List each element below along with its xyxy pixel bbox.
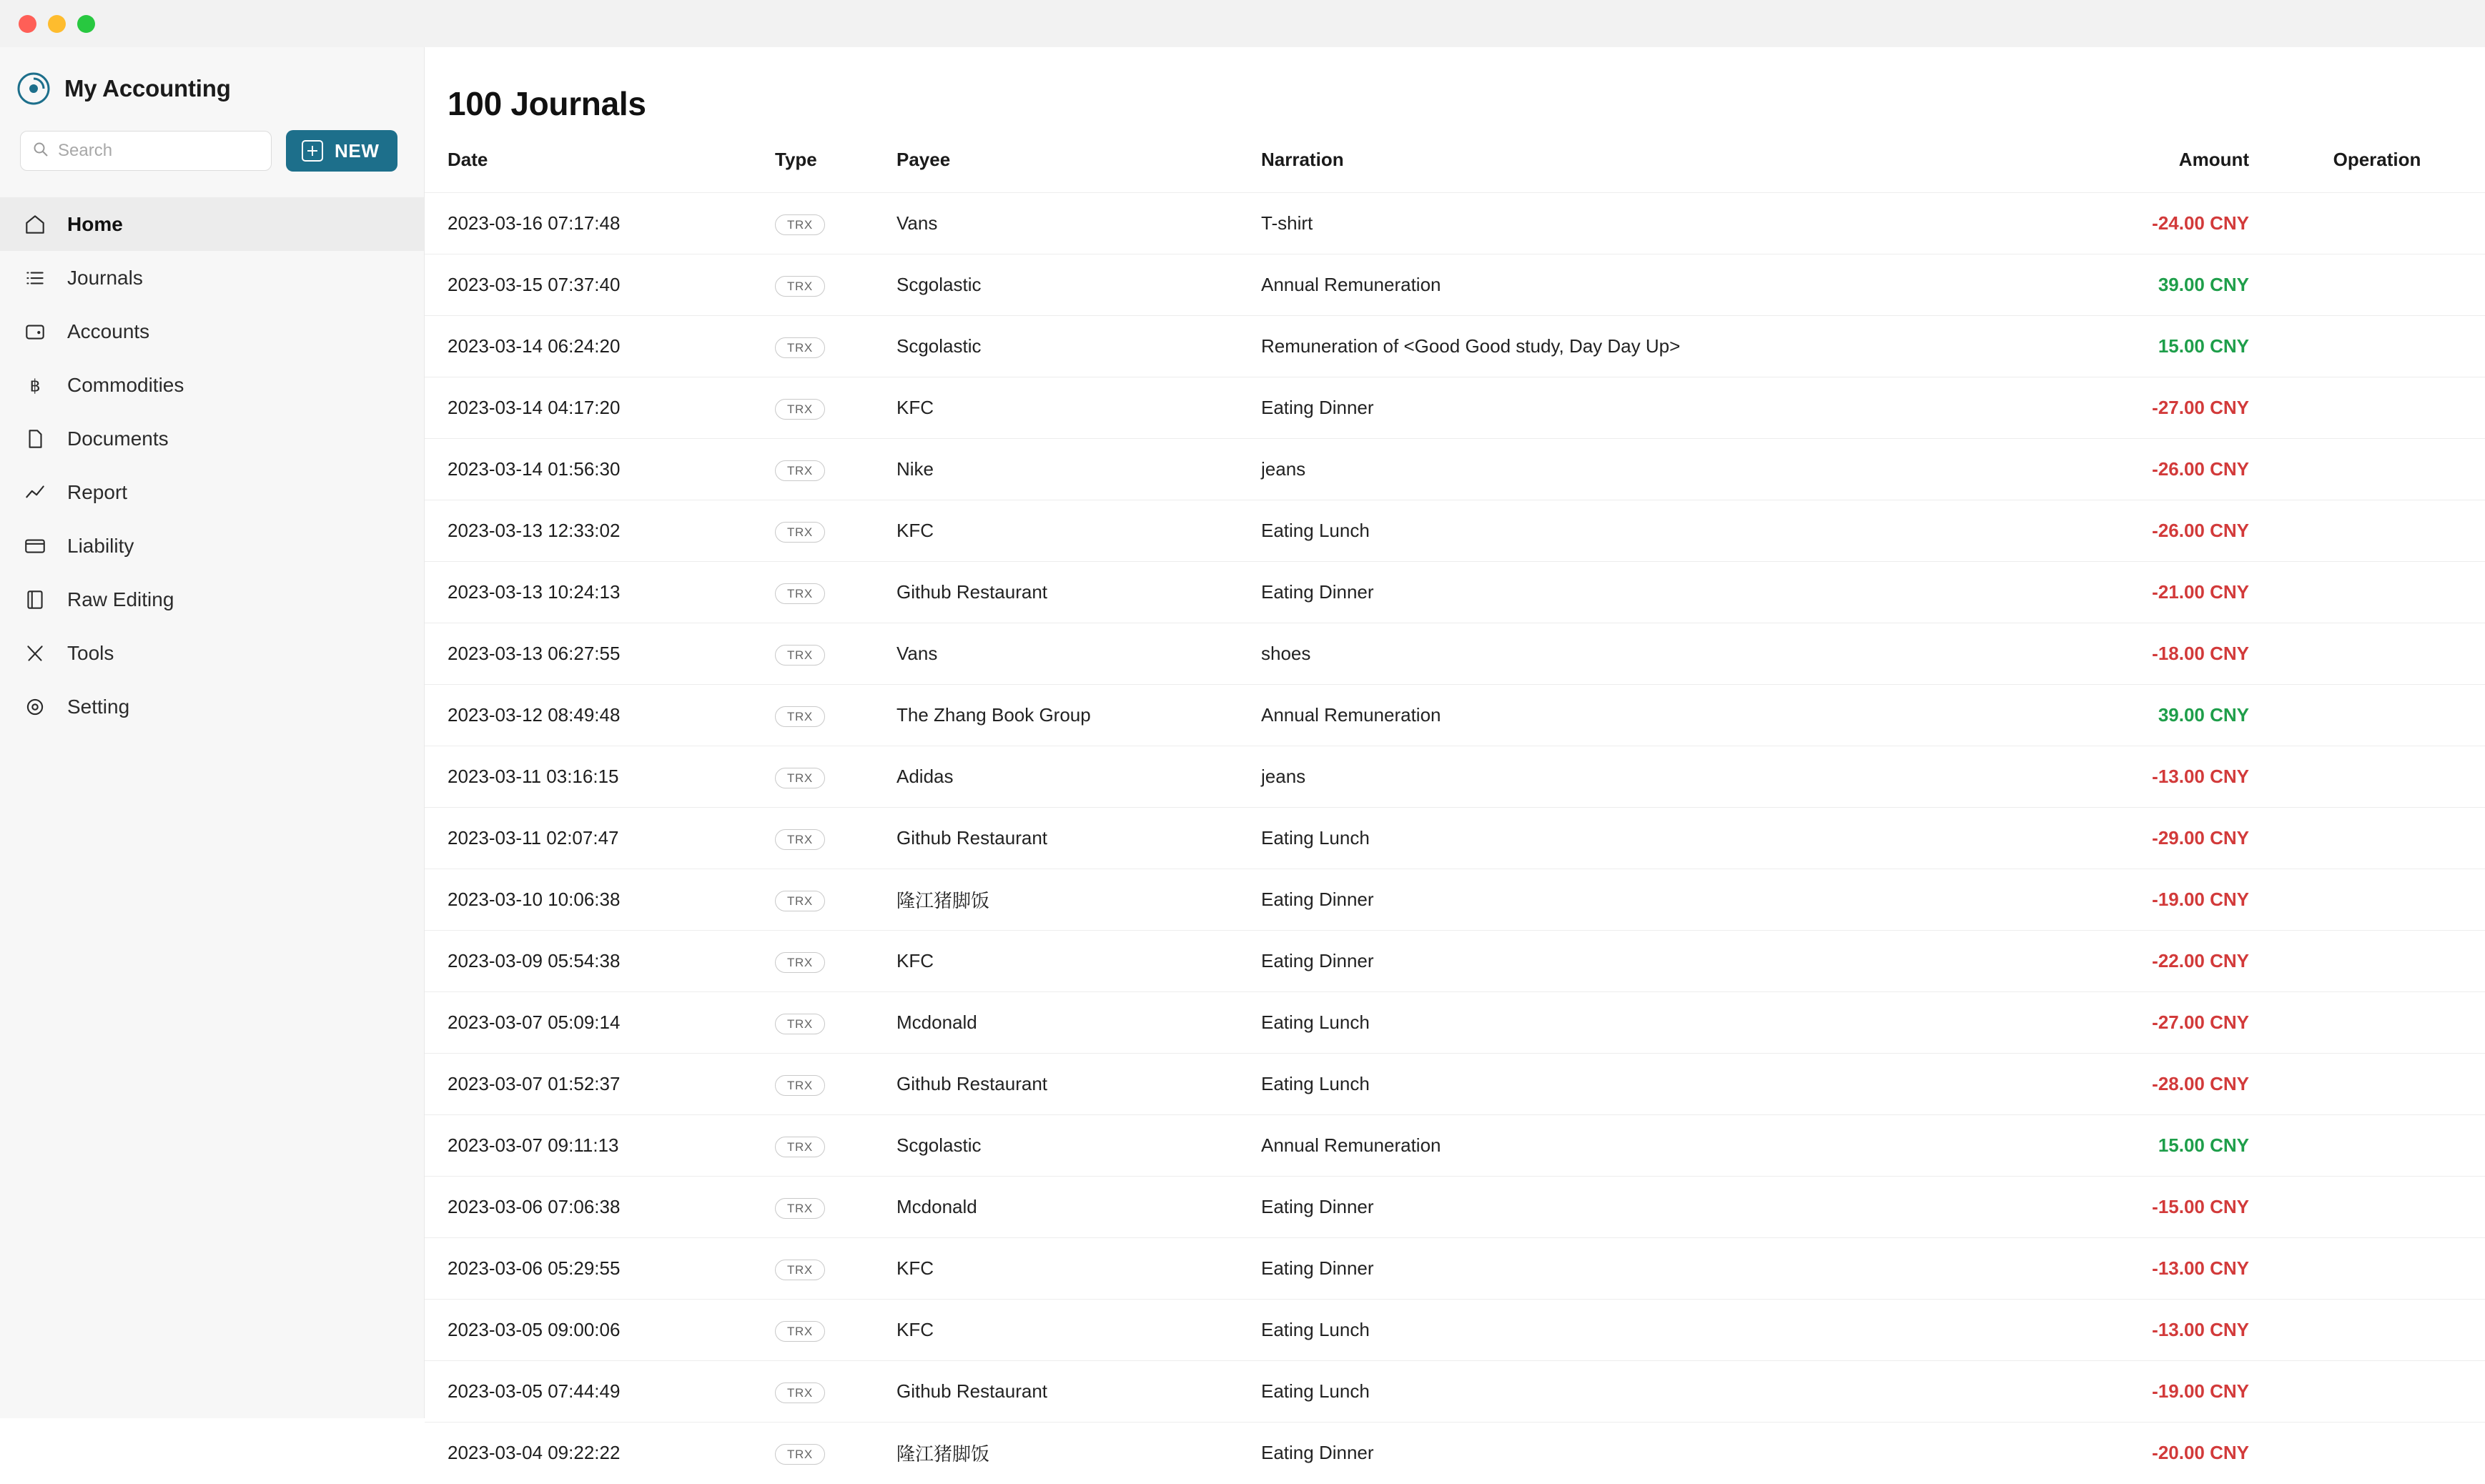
cell-type	[775, 992, 896, 1054]
sidebar-item-accounts[interactable]	[0, 305, 424, 358]
cell-payee: KFC	[896, 1257, 934, 1279]
cell-amount: 39.00 CNY	[2158, 274, 2249, 295]
cell-narration: Eating Dinner	[1261, 889, 1374, 910]
table-body	[425, 193, 2485, 1484]
cell-operation[interactable]	[2269, 1238, 2485, 1300]
cell-type	[775, 1361, 896, 1423]
cell-operation[interactable]	[2269, 193, 2485, 254]
cell-amount: -13.00 CNY	[2152, 1257, 2249, 1279]
table-row[interactable]	[425, 562, 2485, 623]
sidebar-item-tools[interactable]	[0, 626, 424, 680]
cell-narration: Eating Lunch	[1261, 520, 1370, 541]
bitcoin-icon	[21, 372, 49, 399]
cell-payee: Adidas	[896, 766, 954, 787]
column-header-date[interactable]: Date	[448, 149, 488, 170]
cell-date: 2023-03-06 05:29:55	[448, 1257, 621, 1279]
cell-date: 2023-03-13 12:33:02	[448, 520, 621, 541]
cell-operation[interactable]	[2269, 1115, 2485, 1177]
cell-payee: Scgolastic	[896, 1134, 982, 1156]
type-badge: TRX	[775, 276, 825, 297]
cell-payee: KFC	[896, 950, 934, 971]
sidebar-item-label: Liability	[67, 534, 134, 557]
plus-icon	[302, 140, 323, 162]
close-icon[interactable]	[19, 15, 36, 33]
cell-amount: -13.00 CNY	[2152, 1319, 2249, 1340]
cell-operation[interactable]	[2269, 623, 2485, 685]
sidebar	[0, 47, 425, 1418]
sidebar-toolbar	[0, 114, 424, 187]
cell-amount: 15.00 CNY	[2158, 1134, 2249, 1156]
cell-narration: Eating Lunch	[1261, 1011, 1370, 1033]
title-bar	[0, 0, 2485, 47]
cell-date: 2023-03-15 07:37:40	[448, 274, 621, 295]
type-badge: TRX	[775, 1075, 825, 1096]
cell-type	[775, 316, 896, 377]
table-row[interactable]	[425, 1300, 2485, 1361]
sidebar-item-report[interactable]	[0, 465, 424, 519]
cell-date: 2023-03-07 09:11:13	[448, 1134, 619, 1156]
type-badge: TRX	[775, 1198, 825, 1219]
table-row[interactable]	[425, 685, 2485, 746]
cell-type	[775, 562, 896, 623]
sidebar-item-documents[interactable]	[0, 412, 424, 465]
sidebar-item-raw-editing[interactable]	[0, 573, 424, 626]
type-badge: TRX	[775, 706, 825, 727]
table-row[interactable]	[425, 1238, 2485, 1300]
cell-amount: -21.00 CNY	[2152, 581, 2249, 603]
type-badge: TRX	[775, 952, 825, 973]
cell-narration: shoes	[1261, 643, 1311, 664]
cell-narration: Eating Lunch	[1261, 1073, 1370, 1094]
home-icon	[21, 211, 49, 238]
cell-narration: jeans	[1261, 766, 1306, 787]
cell-payee: 隆江猪脚饭	[896, 1443, 990, 1465]
cell-operation[interactable]	[2269, 808, 2485, 869]
cell-amount: -26.00 CNY	[2152, 520, 2249, 541]
column-header-type[interactable]: Type	[775, 149, 817, 170]
cell-payee: Github Restaurant	[896, 581, 1048, 603]
type-badge: TRX	[775, 1321, 825, 1342]
cell-amount: -19.00 CNY	[2152, 889, 2249, 910]
cell-date: 2023-03-11 02:07:47	[448, 827, 619, 849]
cell-date: 2023-03-05 09:00:06	[448, 1319, 621, 1340]
cell-type	[775, 808, 896, 869]
cell-amount: -29.00 CNY	[2152, 827, 2249, 849]
cell-narration: Annual Remuneration	[1261, 1134, 1441, 1156]
page-title: 100 Journals	[448, 85, 646, 122]
cell-operation[interactable]	[2269, 746, 2485, 808]
cell-operation[interactable]	[2269, 992, 2485, 1054]
cell-narration: Annual Remuneration	[1261, 274, 1441, 295]
cell-date: 2023-03-14 01:56:30	[448, 458, 621, 480]
sidebar-item-label: Journals	[67, 266, 143, 289]
cell-narration: Eating Lunch	[1261, 827, 1370, 849]
cell-operation[interactable]	[2269, 316, 2485, 377]
cell-date: 2023-03-09 05:54:38	[448, 950, 621, 971]
app-logo-icon	[17, 72, 50, 105]
table-row[interactable]	[425, 808, 2485, 869]
cell-narration: Eating Dinner	[1261, 581, 1374, 603]
cell-payee: KFC	[896, 520, 934, 541]
type-badge: TRX	[775, 645, 825, 666]
cell-narration: Annual Remuneration	[1261, 704, 1441, 726]
cell-type	[775, 193, 896, 254]
cell-operation[interactable]	[2269, 685, 2485, 746]
cell-date: 2023-03-04 09:22:22	[448, 1442, 621, 1464]
type-badge: TRX	[775, 1014, 825, 1034]
cell-date: 2023-03-13 06:27:55	[448, 643, 621, 664]
cell-type	[775, 1300, 896, 1361]
cell-operation[interactable]	[2269, 931, 2485, 992]
cell-payee: Mcdonald	[896, 1011, 977, 1033]
sidebar-item-label: Documents	[67, 427, 169, 450]
cell-operation[interactable]	[2269, 1177, 2485, 1238]
card-icon	[21, 533, 49, 560]
sidebar-item-journals[interactable]	[0, 251, 424, 305]
cell-type	[775, 1115, 896, 1177]
cell-amount: -19.00 CNY	[2152, 1380, 2249, 1402]
table-row[interactable]	[425, 377, 2485, 439]
cell-type	[775, 623, 896, 685]
sidebar-item-label: Commodities	[67, 373, 184, 396]
type-badge: TRX	[775, 522, 825, 543]
type-badge: TRX	[775, 891, 825, 911]
cell-payee: Mcdonald	[896, 1196, 977, 1217]
cell-payee: KFC	[896, 1319, 934, 1340]
cell-type	[775, 377, 896, 439]
cell-operation[interactable]	[2269, 1300, 2485, 1361]
type-badge: TRX	[775, 1382, 825, 1403]
cell-payee: Scgolastic	[896, 274, 982, 295]
cell-amount: -15.00 CNY	[2152, 1196, 2249, 1217]
document-icon	[21, 425, 49, 452]
new-button[interactable]	[286, 130, 397, 172]
column-header-amount[interactable]: Amount	[2178, 149, 2249, 170]
cell-date: 2023-03-14 04:17:20	[448, 397, 621, 418]
table-row[interactable]	[425, 1177, 2485, 1238]
cell-narration: Remuneration of <Good Good study, Day Day Up>	[1261, 335, 1681, 357]
list-icon	[21, 264, 49, 292]
cell-operation[interactable]	[2269, 1054, 2485, 1115]
cell-payee: The Zhang Book Group	[896, 704, 1091, 726]
column-header-narration[interactable]: Narration	[1261, 149, 1344, 170]
svg-text:฿: ฿	[29, 377, 41, 395]
cell-amount: -22.00 CNY	[2152, 950, 2249, 971]
type-badge: TRX	[775, 1260, 825, 1280]
table-row[interactable]	[425, 746, 2485, 808]
minimize-icon[interactable]	[48, 15, 66, 33]
cell-type	[775, 685, 896, 746]
table-row[interactable]	[425, 254, 2485, 316]
sidebar-item-home[interactable]	[0, 197, 424, 251]
main-content	[425, 47, 2485, 1465]
table-row[interactable]	[425, 500, 2485, 562]
type-badge: TRX	[775, 460, 825, 481]
chart-icon	[21, 479, 49, 506]
cell-operation[interactable]	[2269, 377, 2485, 439]
cell-payee: Scgolastic	[896, 335, 982, 357]
cell-amount: -27.00 CNY	[2152, 397, 2249, 418]
cell-amount: -26.00 CNY	[2152, 458, 2249, 480]
zoom-icon[interactable]	[77, 15, 95, 33]
table-header	[425, 143, 2485, 193]
sidebar-item-liability[interactable]	[0, 519, 424, 573]
traffic-light-controls	[19, 15, 95, 33]
cell-date: 2023-03-11 03:16:15	[448, 766, 619, 787]
type-badge: TRX	[775, 829, 825, 850]
type-badge: TRX	[775, 399, 825, 420]
cell-type	[775, 1177, 896, 1238]
cell-amount: -18.00 CNY	[2152, 643, 2249, 664]
journals-table	[425, 143, 2485, 1484]
cell-narration: Eating Lunch	[1261, 1319, 1370, 1340]
table-row[interactable]	[425, 316, 2485, 377]
cell-operation[interactable]	[2269, 562, 2485, 623]
cell-operation[interactable]	[2269, 439, 2485, 500]
table-row[interactable]	[425, 623, 2485, 685]
cell-operation[interactable]	[2269, 254, 2485, 316]
cell-type	[775, 500, 896, 562]
book-icon	[21, 586, 49, 613]
new-button-label: NEW	[335, 139, 380, 162]
table-row[interactable]	[425, 992, 2485, 1054]
cell-narration: Eating Dinner	[1261, 1196, 1374, 1217]
cell-payee: 隆江猪脚饭	[896, 890, 990, 911]
cell-narration: jeans	[1261, 458, 1306, 480]
cell-narration: Eating Lunch	[1261, 1380, 1370, 1402]
type-badge: TRX	[775, 768, 825, 788]
brand	[0, 63, 424, 114]
sidebar-item-label: Home	[67, 212, 123, 235]
sidebar-item-commodities[interactable]	[0, 358, 424, 412]
cell-payee: Github Restaurant	[896, 1073, 1048, 1094]
cell-type	[775, 746, 896, 808]
type-badge: TRX	[775, 1444, 825, 1465]
cell-date: 2023-03-13 10:24:13	[448, 581, 621, 603]
cell-narration: Eating Dinner	[1261, 950, 1374, 971]
cell-operation[interactable]	[2269, 869, 2485, 931]
cell-operation[interactable]	[2269, 500, 2485, 562]
cell-date: 2023-03-12 08:49:48	[448, 704, 621, 726]
cell-type	[775, 439, 896, 500]
sidebar-item-label: Report	[67, 480, 128, 503]
cell-type	[775, 1054, 896, 1115]
type-badge: TRX	[775, 583, 825, 604]
type-badge: TRX	[775, 1137, 825, 1157]
wallet-icon	[21, 318, 49, 345]
table-row[interactable]	[425, 1423, 2485, 1484]
cell-date: 2023-03-14 06:24:20	[448, 335, 621, 357]
cell-operation[interactable]	[2269, 1361, 2485, 1423]
sidebar-item-label: Tools	[67, 641, 114, 664]
column-header-operation[interactable]: Operation	[2333, 149, 2421, 170]
cell-narration: Eating Dinner	[1261, 1442, 1374, 1464]
cell-amount: 15.00 CNY	[2158, 335, 2249, 357]
cell-date: 2023-03-06 07:06:38	[448, 1196, 621, 1217]
tools-icon	[21, 640, 49, 667]
table-row[interactable]	[425, 1115, 2485, 1177]
cell-payee: Vans	[896, 643, 938, 664]
cell-amount: -13.00 CNY	[2152, 766, 2249, 787]
cell-date: 2023-03-16 07:17:48	[448, 212, 621, 234]
sidebar-nav	[0, 197, 424, 733]
table-row[interactable]	[425, 931, 2485, 992]
cell-narration: T-shirt	[1261, 212, 1313, 234]
sidebar-item-label: Setting	[67, 695, 130, 718]
cell-type	[775, 869, 896, 931]
cell-amount: -24.00 CNY	[2152, 212, 2249, 234]
cell-payee: KFC	[896, 397, 934, 418]
sidebar-item-setting[interactable]	[0, 680, 424, 733]
sidebar-item-label: Accounts	[67, 320, 150, 342]
table-row[interactable]	[425, 1054, 2485, 1115]
cell-date: 2023-03-07 05:09:14	[448, 1011, 621, 1033]
cell-operation[interactable]	[2269, 1423, 2485, 1484]
cell-narration: Eating Dinner	[1261, 1257, 1374, 1279]
search-input[interactable]	[58, 141, 260, 161]
cell-type	[775, 1238, 896, 1300]
cell-amount: -20.00 CNY	[2152, 1442, 2249, 1464]
cell-date: 2023-03-07 01:52:37	[448, 1073, 621, 1094]
cell-amount: -28.00 CNY	[2152, 1073, 2249, 1094]
brand-title: My Accounting	[64, 75, 231, 102]
cell-payee: Nike	[896, 458, 934, 480]
search-box[interactable]	[20, 131, 272, 171]
cell-payee: Vans	[896, 212, 938, 234]
cell-date: 2023-03-10 10:06:38	[448, 889, 621, 910]
search-icon	[32, 141, 49, 162]
cell-amount: 39.00 CNY	[2158, 704, 2249, 726]
table-row[interactable]	[425, 193, 2485, 254]
cell-payee: Github Restaurant	[896, 1380, 1048, 1402]
column-header-payee[interactable]: Payee	[896, 149, 951, 170]
cell-date: 2023-03-05 07:44:49	[448, 1380, 621, 1402]
cell-type	[775, 1423, 896, 1484]
sidebar-item-label: Raw Editing	[67, 588, 174, 610]
cell-type	[775, 931, 896, 992]
cell-payee: Github Restaurant	[896, 827, 1048, 849]
cell-amount: -27.00 CNY	[2152, 1011, 2249, 1033]
cell-narration: Eating Dinner	[1261, 397, 1374, 418]
gear-icon	[21, 693, 49, 721]
cell-type	[775, 254, 896, 316]
type-badge: TRX	[775, 214, 825, 235]
table-row[interactable]	[425, 1361, 2485, 1423]
type-badge: TRX	[775, 337, 825, 358]
table-row[interactable]	[425, 869, 2485, 931]
table-row[interactable]	[425, 439, 2485, 500]
